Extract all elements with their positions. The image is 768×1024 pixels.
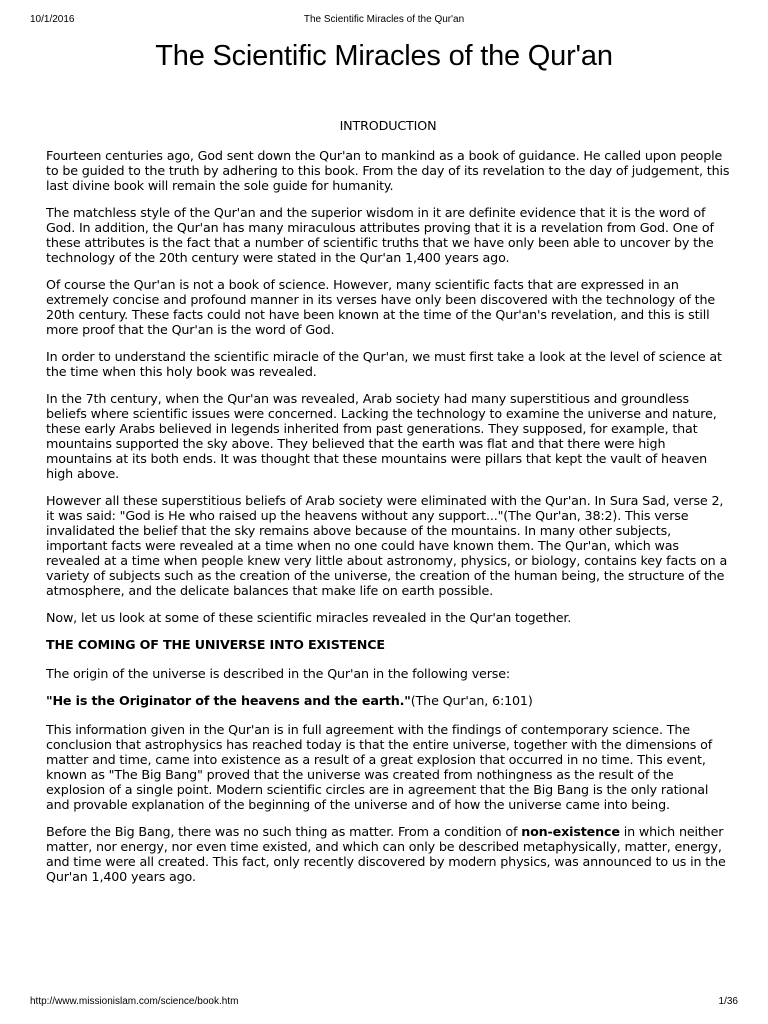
non-existence-emphasis: non-existence xyxy=(521,824,620,839)
paragraph-4: In order to understand the scientific miracle of the Qur'an, we must first take a look at the level of science at the time when this holy book was revealed. xyxy=(46,349,722,379)
verse-text: "He is the Originator of the heavens and the earth." xyxy=(46,693,411,708)
source-url: http://www.missionislam.com/science/book.htm xyxy=(30,996,239,1007)
paragraph-1: Fourteen centuries ago, God sent down the Qur'an to mankind as a book of guidance. He called upon people to be guided to the truth by adhering to this book. From the day of its revelation to the day of judgement, this last divine book will remain the sole guide for humanity. xyxy=(46,148,730,193)
article-body xyxy=(46,118,730,896)
page-title: The Scientific Miracles of the Qur'an xyxy=(155,40,613,72)
paragraph-8: This information given in the Qur'an is in full agreement with the findings of contemporary science. The conclusion that astrophysics has reached today is that the entire universe, together with the dimensions of matter and time, came into existence as a result of a great explosion that occurred in no time. This event, known as "The Big Bang" proved that the universe was created from nothingness as the result of the explosion of a single point. Modern scientific circles are in agreement that the Big Bang is the only rational and provable explanation of the beginning of the universe and of how the universe came into being. xyxy=(46,722,713,812)
print-header xyxy=(0,0,768,24)
print-date: 10/1/2016 xyxy=(30,14,75,25)
paragraph-5: In the 7th century, when the Qur'an was revealed, Arab society had many superstitious and groundless beliefs where scientific issues were concerned. Lacking the technology to examine the universe and nature, these early Arabs believed in legends inherited from past generations. They supposed, for example, that mountains supported the sky above. They believed that the earth was flat and that there were high mountains at its both ends. It was thought that these mountains were pillars that kept the vault of heaven high above. xyxy=(46,391,717,481)
paragraph-2: The matchless style of the Qur'an and the superior wisdom in it are definite evidence that it is the word of God. In addition, the Qur'an has many miraculous attributes proving that it is a revelation from God. One of these attributes is the fact that a number of scientific truths that we have only been able to uncover by the technology of the 20th century were stated in the Qur'an 1,400 years ago. xyxy=(46,205,714,265)
paragraph-9-end: in which neither matter, nor energy, nor even time existed, and which can only be described metaphysically, matter, energy, and time were all created. This fact, only recently discovered by modern physics, was announced to us in the Qur'an 1,400 years ago. xyxy=(46,824,726,884)
verse-citation: (The Qur'an, 6:101) xyxy=(410,693,533,708)
intro-heading: INTRODUCTION xyxy=(339,118,437,133)
print-header-title: The Scientific Miracles of the Qur'an xyxy=(303,14,465,25)
section-heading: THE COMING OF THE UNIVERSE INTO EXISTENCE xyxy=(46,637,385,652)
page-number: 1/36 xyxy=(718,996,738,1007)
paragraph-9-start: Before the Big Bang, there was no such thing as matter. From a condition of xyxy=(46,824,522,839)
print-footer xyxy=(0,992,768,1012)
paragraph-6: However all these superstitious beliefs of Arab society were eliminated with the Qur'an. In Sura Sad, verse 2, it was said: "God is He who raised up the heavens without any support..."(The Qur'an, 38:2). This verse invalidated the belief that the sky remains above because of the mountains. In many other subjects, important facts were revealed at a time when no one could have known them. The Qur'an, which was revealed at a time when people knew very little about astronomy, physics, or biology, contains key facts on a variety of subjects such as the creation of the universe, the creation of the human being, the structure of the atmosphere, and the delicate balances that make life on earth possible. xyxy=(46,493,728,598)
verse-quote xyxy=(46,693,730,708)
origin-paragraph: The origin of the universe is described in the Qur'an in the following verse: xyxy=(46,666,511,681)
paragraph-3: Of course the Qur'an is not a book of science. However, many scientific facts that are expressed in an extremely concise and profound manner in its verses have only been discovered with the technology of the 20th century. These facts could not have been known at the time of the Qur'an's revelation, and this is still more proof that the Qur'an is the word of God. xyxy=(46,277,716,337)
paragraph-9 xyxy=(46,824,730,884)
paragraph-7: Now, let us look at some of these scientific miracles revealed in the Qur'an together. xyxy=(46,610,572,625)
